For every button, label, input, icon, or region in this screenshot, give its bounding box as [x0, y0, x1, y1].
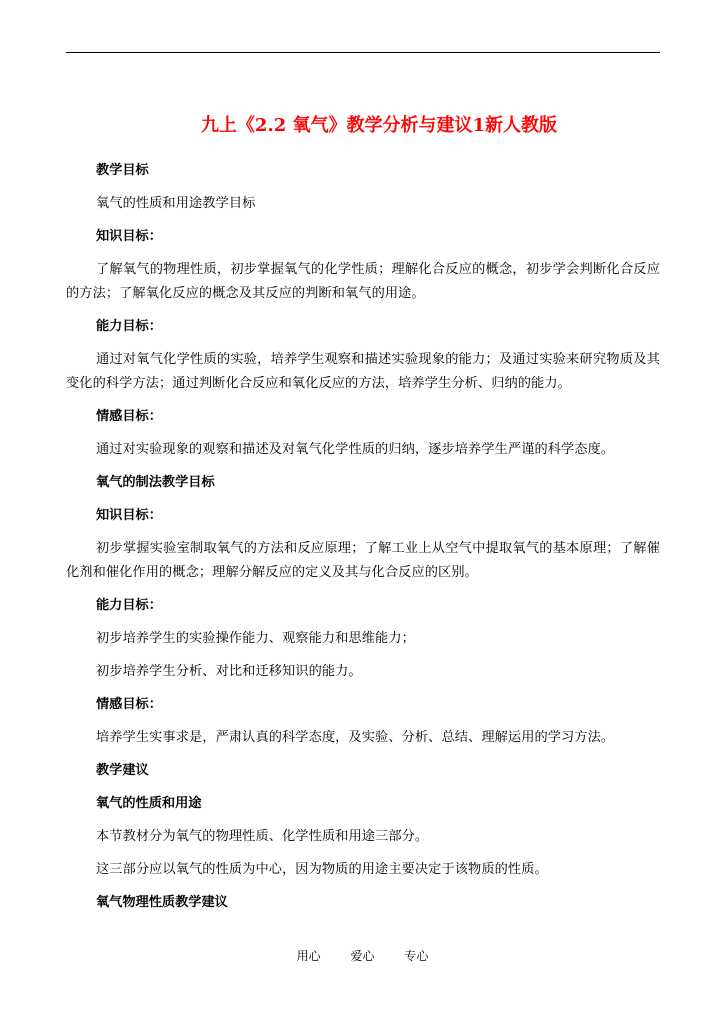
section-heading-teaching-goals: 教学目标 — [96, 163, 149, 178]
section-heading-physical-properties-suggestions: 氧气物理性质教学建议 — [96, 895, 228, 910]
footer-item: 爱心 — [350, 949, 375, 963]
paragraph: 初步培养学生分析、对比和迁移知识的能力。 — [96, 664, 362, 679]
section-heading-knowledge-goals: 知识目标： — [96, 508, 162, 523]
paragraph: 了解氧气的物理性质，初步掌握氧气的化学性质；理解化合反应的概念，初步学会判断化合反应的方法；了解氧化反应的概念及其反应的判断和氧气的用途。 — [66, 262, 660, 301]
document-body — [66, 159, 660, 924]
paragraph: 通过对实验现象的观察和描述及对氧气化学性质的归纳，逐步培养学生严谨的科学态度。 — [96, 442, 615, 457]
footer-item: 用心 — [296, 949, 321, 963]
section-heading-emotion-goals: 情感目标： — [96, 697, 162, 712]
section-heading-oxygen-preparation-goals: 氧气的制法教学目标 — [96, 475, 215, 490]
header-rule — [66, 52, 660, 53]
section-heading-teaching-suggestions: 教学建议 — [96, 763, 149, 778]
paragraph: 本节教材分为氧气的物理性质、化学性质和用途三部分。 — [96, 829, 429, 844]
paragraph: 通过对氧气化学性质的实验，培养学生观察和描述实验现象的能力；及通过实验来研究物质及其变化的科学方法；通过判断化合反应和氧化反应的方法，培养学生分析、归纳的能力。 — [66, 352, 660, 391]
paragraph: 氧气的性质和用途教学目标 — [96, 196, 256, 211]
section-heading-oxygen-properties-uses: 氧气的性质和用途 — [96, 796, 202, 811]
paragraph: 这三部分应以氧气的性质为中心，因为物质的用途主要决定于该物质的性质。 — [96, 862, 548, 877]
section-heading-knowledge-goals: 知识目标： — [96, 229, 162, 244]
paragraph: 培养学生实事求是，严肃认真的科学态度，及实验、分析、总结、理解运用的学习方法。 — [96, 730, 615, 745]
footer-item: 专心 — [404, 949, 429, 963]
paragraph: 初步培养学生的实验操作能力、观察能力和思维能力； — [96, 631, 415, 646]
section-heading-ability-goals: 能力目标： — [96, 598, 162, 613]
document-title: 九上《2.2 氧气》教学分析与建议1新人教版 — [200, 115, 558, 136]
section-heading-ability-goals: 能力目标： — [96, 319, 162, 334]
section-heading-emotion-goals: 情感目标： — [96, 409, 162, 424]
page-footer — [0, 946, 725, 966]
paragraph: 初步掌握实验室制取氧气的方法和反应原理；了解工业上从空气中提取氧气的基本原理；了解催化剂和催化作用的概念；理解分解反应的定义及其与化合反应的区别。 — [66, 541, 660, 580]
